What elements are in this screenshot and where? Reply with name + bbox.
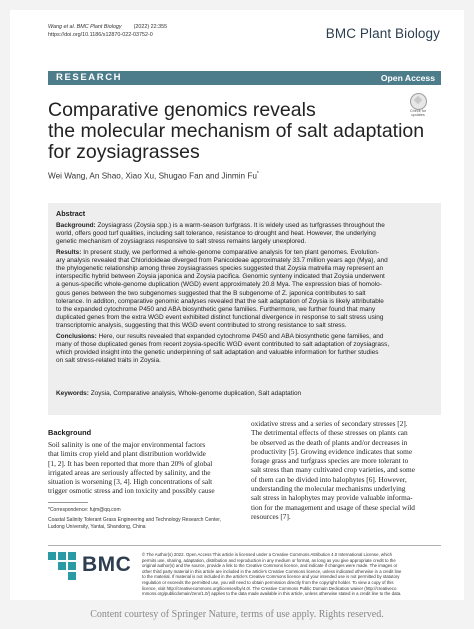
body-text-line: irrigated areas are seriously affected by salinity, and the (48, 467, 211, 477)
open-access-label[interactable]: Open Access (380, 72, 435, 83)
license-line: regulation or exceeds the permitted use, you will need to obtain permission directly from the copyright holder. To view a copy of this (142, 579, 394, 585)
journal-name[interactable]: BMC Plant Biology (325, 26, 440, 41)
abstract-text-line: a genus-specific whole-genome duplication (WGD) event approximately 20.8 Mya. The expression bias of homolo- (56, 281, 382, 289)
bmc-wordmark: BMC (82, 553, 132, 576)
keywords-text: Zoysia, Comparative analysis, Whole-genome duplication, Salt adaptation (90, 390, 302, 397)
conclusions-label: Conclusions: (56, 332, 97, 340)
body-text-line: The detrimental effects of these stresses on plants can (251, 428, 408, 438)
abstract-text-line: world, offers good turf qualities, including salt tolerance, resistance to drought and heat. However, the underlying (56, 230, 376, 238)
license-line: other third party material in this article are included in the article's Creative Commons licence, unless indicated otherwise in a credit line (142, 568, 402, 574)
footnote (48, 507, 221, 530)
license-line: permits use, sharing, adaptation, distribution and reproduction in any medium or format, as long as you give appropriate credit to the (142, 557, 396, 563)
author-list (48, 171, 259, 181)
body-text-line: salt stress in halophytes may provide valuable informa- (251, 493, 413, 503)
background-heading: Background (48, 428, 92, 437)
research-label: RESEARCH (56, 72, 123, 83)
title-line: the molecular mechanism of salt adaptation (48, 120, 425, 142)
courtesy-notice: Content courtesy of Springer Nature, terms of use apply. Rights reserved. (90, 609, 384, 620)
bmc-logo[interactable] (48, 552, 130, 580)
logo-square-icon (68, 552, 76, 560)
title-line: for zoysiagrasses (48, 141, 200, 163)
abstract-text-line: gous genes between the two subgenomes suggested that the B subgenome of Z. japonica contributes to salt (56, 289, 366, 297)
background-text-left (48, 440, 238, 496)
check-for-updates-icon[interactable] (408, 93, 428, 117)
abstract-text-line: interspecific hybrid between Zoysia japonica and Zoysia pacifica. Genomic synteny indicated that Zoysia underwent (56, 273, 385, 281)
background-text-right (251, 419, 441, 521)
body-text-line: trigger osmotic stress and ion toxicity and possibly cause (48, 486, 215, 496)
crossmark-label-1: Check for (409, 109, 427, 113)
logo-square-icon (68, 572, 76, 580)
title-line: Comparative genomics reveals (48, 99, 316, 121)
logo-square-icon (48, 552, 56, 560)
body-left-column (48, 428, 238, 496)
body-text-line: be observed as the death of plants and/or decreases in (251, 437, 408, 447)
license-text (142, 552, 440, 597)
license-line: mmons.org/publicdomain/zero/1.0/) applies to the data made available in this article, unless otherwise stated in a credit line to the data. (142, 591, 402, 597)
corresponding-author-mark: * (256, 171, 259, 177)
abstract-box (48, 203, 441, 415)
logo-square-icon (58, 552, 66, 560)
correspondence-email[interactable]: *Correspondence: fujm@qq.com (48, 507, 121, 513)
body-right-column (251, 419, 441, 521)
article-meta (48, 24, 167, 39)
keywords (56, 390, 301, 397)
license-line: © The Author(s) 2022. Open Access This article is licensed under a Creative Commons Attribution 4.0 International License, which (142, 552, 393, 557)
abstract-text-line: tolerance. In additon, comparative genomic analyses revealed that the salt adaptation of Zoysia is likely attributable (56, 297, 384, 305)
body-text-line: resources [7]. (251, 511, 291, 521)
abstract-heading: Abstract (56, 209, 86, 218)
keywords-label: Keywords: (56, 390, 89, 397)
abstract-text-line: Zoysiagrass (Zoysia spp.) is a warm-season turfgrass. It is widely used as turfgrasses throughout the (97, 222, 385, 229)
body-text-line: of them can be divided into halophytes [6]. However, (251, 474, 407, 484)
abstract-text-line: transcriptomic analysis, suggesting that this WGD event contributed to strong resistance to salt stress. (56, 322, 347, 330)
abstract-body (56, 222, 436, 365)
body-text-line: that limits crop yield and plant distribution worldwide (48, 449, 206, 459)
body-text-line: oxidative stress and a series of secondary stresses [2]. (251, 419, 408, 428)
article-type-banner (48, 71, 441, 85)
abstract-text-line: on salt stress-related traits in Zoysia. (56, 357, 161, 365)
abstract-text-line: to the expanded cytochrome P450 and ABA biosynthetic gene families. Furthermore, we further found that many (56, 306, 376, 314)
results-label: Results: (56, 248, 82, 256)
meta-year: (2022) 22:355 (133, 24, 168, 30)
license-line: original author(s) and the source, provide a link to the Creative Commons licence, and indicate if changes were made. The images or (142, 563, 398, 569)
body-text-line: salt stress than many cultivated crop varieties, and some (251, 465, 415, 475)
authors-text: Wei Wang, An Shao, Xiao Xu, Shugao Fan and Jinmin Fu (48, 171, 257, 181)
abstract-text-line: genetic mechanism of zoysiagrass responsive to salt stress remains largely unexplored. (56, 238, 307, 246)
body-text-line: Soil salinity is one of the major environmental factors (48, 440, 206, 449)
abstract-text-line: Here, our results revealed that expanded cytochrome P450 and ABA biosynthetic gene families, and (98, 332, 384, 340)
abstract-text-line: ary analysis revealed that Chloridoideae diverged from Panicoideae approximately 33.7 million years ago (Mya), and (56, 256, 388, 264)
crossmark-icon (410, 93, 427, 110)
background-label: Background: (56, 222, 96, 229)
license-divider (48, 545, 441, 546)
logo-square-icon (58, 562, 66, 570)
abstract-text-line: the phylogenetic relationship among three zoysiagrasses species suggested that Zoysia matrella may represent an (56, 265, 384, 273)
affiliation-line: Coastal Salinity Tolerant Grass Engineering and Technology Research Center, (48, 517, 221, 524)
footnote-divider (48, 502, 88, 503)
abstract-text-line: which provided insight into the genetic underpinning of salt adaptation and valuable information for further studies (56, 349, 379, 357)
license-line: to the material. If material is not included in the article's Creative Commons licence and your intended use is not permitted by statutory (142, 574, 400, 580)
abstract-text-line: In present study, we performed a whole-genome comparative analysis for ten plant genomes. Evolution- (83, 248, 380, 256)
body-text-line: forage grass and turfgrass species are more tolerant to (251, 456, 409, 466)
license-line: licence, visit http://creativecommons.org/licenses/by/4.0/. The Creative Commons Public Domain Dedication waiver (http://creativeco (142, 585, 397, 591)
doi-link[interactable]: https://doi.org/10.1186/s12870-022-03752-0 (48, 31, 153, 38)
body-text-line: understanding the molecular mechanisms underlying (251, 484, 406, 494)
body-text-line: situation is worsening [3, 4]. High concentrations of salt (48, 477, 213, 487)
meta-journal: Wang et al. BMC Plant Biology (48, 24, 122, 30)
affiliation-line: Ludong University, Yantai, Shandong, China (48, 523, 146, 530)
abstract-text-line: duplicated genes from the extra WGD event exhibited distinct functional divergence in response to salt stress using (56, 314, 384, 322)
crossmark-label-2: updates (411, 113, 425, 117)
article-page (10, 10, 464, 600)
body-text-line: productivity [5]. Growing evidence indicates that some (251, 446, 413, 456)
body-text-line: [1, 2]. It has been reported that more than 20% of global (48, 458, 213, 468)
logo-square-icon (68, 562, 76, 570)
abstract-text-line: many of those duplicated genes from recent zoysia-specific WGD event contributed to salt adaptation of zoysiagrass, (56, 340, 390, 348)
body-text-line: tion for the management and usage of these special wild (251, 502, 415, 512)
